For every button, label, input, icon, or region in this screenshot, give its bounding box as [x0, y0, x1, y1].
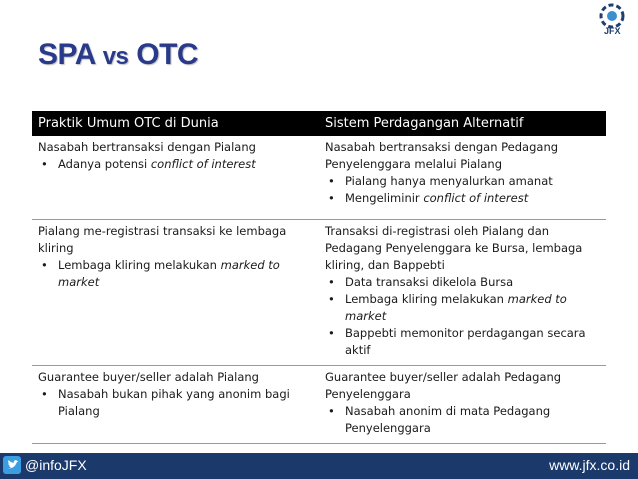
bullet-item: • Nasabah bukan pihak yang anonim bagi Pialang	[58, 386, 313, 420]
table-cell	[32, 136, 319, 220]
cell-text: Nasabah bertransaksi dengan Pedagang Penyelenggara melalui Pialang	[325, 140, 559, 171]
header-spa: Sistem Perdagangan Alternatif	[319, 111, 606, 136]
website-link[interactable]: www.jfx.co.id	[549, 457, 630, 473]
comparison-table	[32, 111, 606, 444]
table-row	[32, 136, 606, 220]
table-row	[32, 220, 606, 366]
twitter-handle-link[interactable]: @infoJFX	[25, 457, 87, 473]
bullet-list	[325, 403, 600, 437]
cell-text: Transaksi di-registrasi oleh Pialang dan Pedagang Penyelenggara ke Bursa, lembaga kliring, dan Bappebti	[325, 224, 583, 272]
cell-text: Pialang me-registrasi transaksi ke lembaga kliring	[38, 224, 287, 255]
twitter-bird-icon[interactable]	[3, 456, 21, 474]
bullet-list	[325, 274, 600, 359]
bullet-item: • Adanya potensi conflict of interest	[58, 156, 313, 173]
page-title	[38, 38, 198, 72]
title-main: SPA	[38, 38, 95, 71]
bullet-list	[38, 156, 313, 173]
table-row	[32, 366, 606, 444]
bullet-list	[325, 173, 600, 207]
bullet-item: • Mengeliminir conflict of interest	[345, 190, 600, 207]
table-cell	[32, 366, 319, 444]
cell-text: Guarantee buyer/seller adalah Pialang	[38, 370, 259, 384]
title-tail: OTC	[136, 38, 199, 71]
bullet-item: • Data transaksi dikelola Bursa	[345, 274, 600, 291]
cell-text: Nasabah bertransaksi dengan Pialang	[38, 140, 256, 154]
bullet-item: • Nasabah anonim di mata Pedagang Penyelenggara	[345, 403, 600, 437]
table-cell	[319, 220, 606, 366]
bullet-item: • Lembaga kliring melakukan marked to market	[345, 291, 600, 325]
title-vs: vs	[102, 43, 129, 70]
bullet-item: • Bappebti memonitor perdagangan secara aktif	[345, 325, 600, 359]
bullet-list	[38, 257, 313, 291]
bullet-item: • Lembaga kliring melakukan marked to market	[58, 257, 313, 291]
cell-text: Guarantee buyer/seller adalah Pedagang Penyelenggara	[325, 370, 562, 401]
table-header-row	[32, 111, 606, 136]
footer-bar	[0, 453, 638, 479]
table-cell	[319, 366, 606, 444]
table-cell	[32, 220, 319, 366]
jfx-logo-icon	[590, 2, 634, 46]
bullet-item: • Pialang hanya menyalurkan amanat	[345, 173, 600, 190]
bullet-list	[38, 386, 313, 420]
header-otc: Praktik Umum OTC di Dunia	[32, 111, 319, 136]
table-cell	[319, 136, 606, 220]
logo-text: JFX	[604, 26, 621, 36]
